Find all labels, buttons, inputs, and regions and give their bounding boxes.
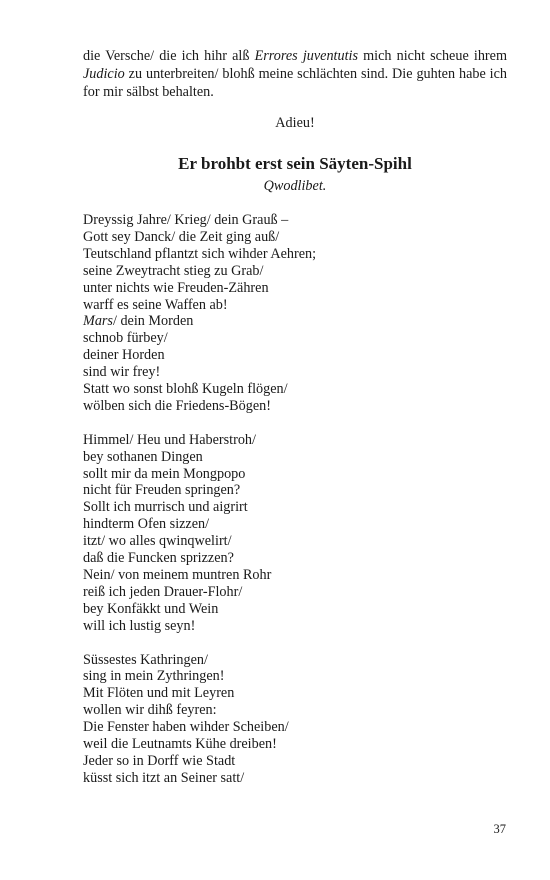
verse-line: wölben sich die Friedens-Bögen! [83,397,271,414]
verse-line: reiß ich jeden Drauer-Flohr/ [83,583,243,600]
intro-text-1: die Versche/ die ich hihr alß [83,48,255,64]
verse-line: bey Konfäkkt und Wein [83,600,219,617]
verse-line: schnob fürbey/ [83,330,168,347]
verse-line: sind wir frey! [83,364,161,381]
intro-paragraph [83,47,507,101]
verse-line: itzt/ wo alles qwinqwelirt/ [83,533,232,550]
verse-line: Gott sey Danck/ die Zeit ging auß/ [83,228,280,245]
verse-line: unter nichts wie Freuden-Zähren [83,279,269,296]
verse-line: sing in mein Zythringen! [83,668,225,685]
poem-title: Er brohbt erst sein Säyten-Spihl [178,154,412,173]
stanza-3 [83,652,507,787]
verse-line: Nein/ von meinem muntren Rohr [83,567,272,584]
verse-line: weil die Leutnamts Kühe dreiben! [83,736,277,753]
verse-line: warff es seine Waffen ab! [83,296,228,313]
verse-line: Süssestes Kathringen/ [83,651,208,668]
verse-line: Teutschland pflantzt sich wihder Aehren; [83,245,317,262]
verse-line [83,313,507,330]
stanza-2 [83,432,507,635]
verse-line: sollt mir da mein Mongpopo [83,465,246,482]
verse-line: nicht für Freuden springen? [83,482,241,499]
verse-line: küsst sich itzt an Seiner satt/ [83,769,245,786]
verse-line: Statt wo sonst blohß Kugeln flögen/ [83,381,288,398]
intro-italic-judicio: Judicio [83,66,125,82]
verse-line: Jeder so in Dorff wie Stadt [83,752,236,769]
intro-text-3: zu unterbreiten/ blohß meine schlächten sind. Die guhten habe ich for mir sälbst behalten. [83,66,507,100]
page-number: 37 [493,822,506,836]
verse-line: Himmel/ Heu und Haberstroh/ [83,431,256,448]
verse-line: Sollt ich murrisch und aigrirt [83,499,248,516]
intro-italic-errores: Errores juventutis [254,48,358,64]
verse-line: bey sothanen Dingen [83,448,203,465]
verse-line-rest: / dein Morden [112,313,194,330]
verse-line: Die Fenster haben wihder Scheiben/ [83,719,289,736]
verse-line: Dreyssig Jahre/ Krieg/ dein Grauß – [83,212,289,228]
verse-italic-mars: Mars [83,313,113,330]
verse-line: Mit Flöten und mit Leyren [83,685,235,702]
poem-subtitle: Qwodlibet. [263,178,327,194]
adieu-line: Adieu! [275,115,315,131]
verse-line: will ich lustig seyn! [83,617,196,634]
verse-line: wollen wir dihß feyren: [83,702,217,719]
verse-line: daß die Funcken sprizzen? [83,550,234,567]
verse-line: hindterm Ofen sizzen/ [83,516,210,533]
stanza-1 [83,212,507,415]
intro-text-2: mich nicht scheue ihrem [358,48,507,64]
verse-line: seine Zweytracht stieg zu Grab/ [83,262,264,279]
book-page [83,47,507,787]
verse-line: deiner Horden [83,347,165,364]
